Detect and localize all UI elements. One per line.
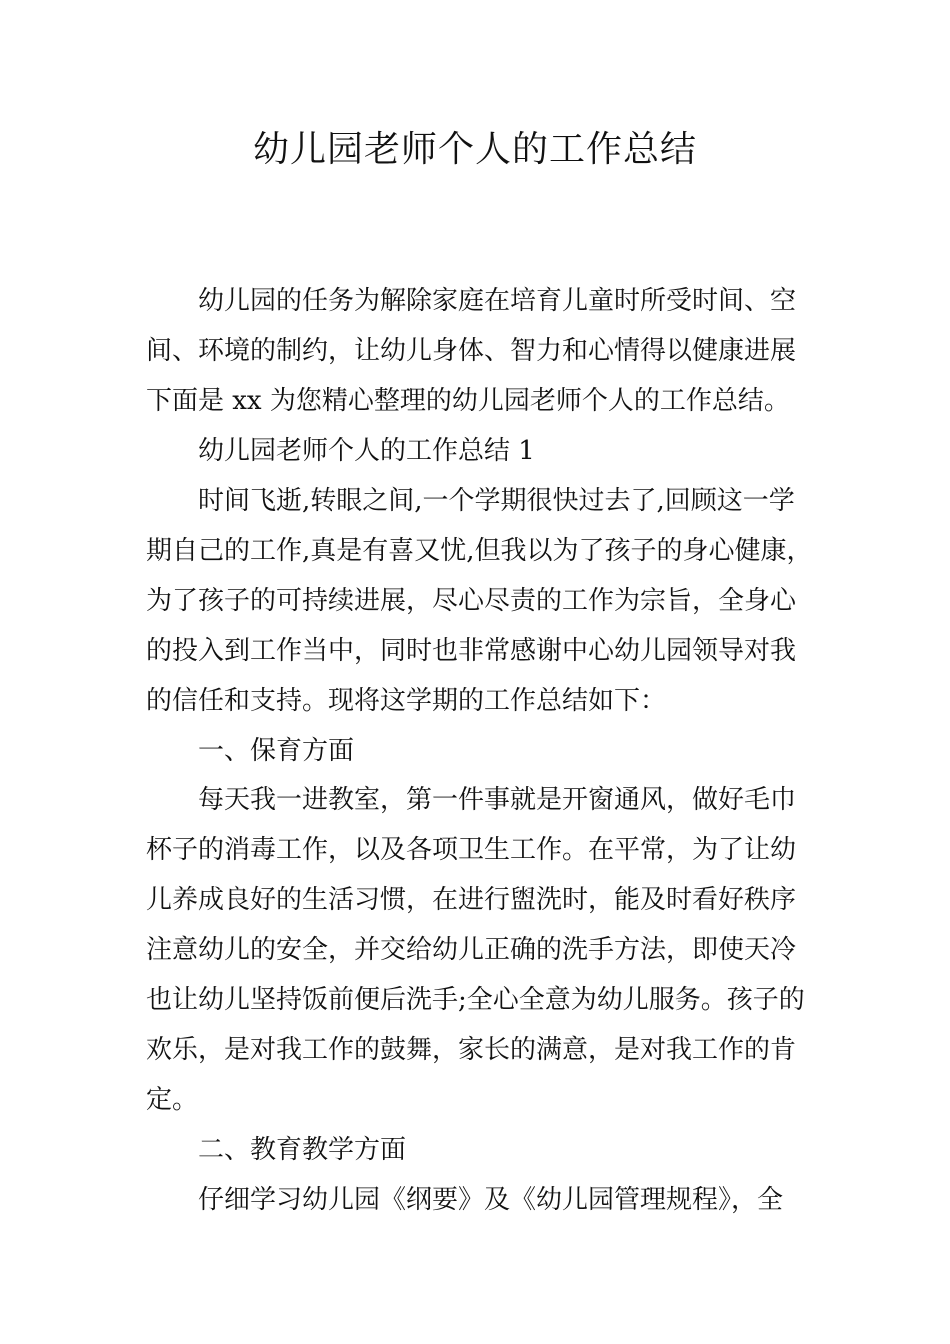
section-heading: 二、教育教学方面	[146, 1135, 407, 1165]
body-line: 杯子的消毒工作，以及各项卫生工作。在平常，为了让幼	[146, 835, 797, 865]
body-line: 的信任和支持。现将这学期的工作总结如下：	[146, 686, 667, 716]
body-line: 幼儿园的任务为解除家庭在培育儿童时所受时间、空	[146, 286, 797, 316]
body-line: 的投入到工作当中，同时也非常感谢中心幼儿园领导对我	[146, 636, 797, 666]
body-line: 下面是 xx 为您精心整理的幼儿园老师个人的工作总结。	[146, 386, 790, 416]
body-line: 时间飞逝,转眼之间,一个学期很快过去了,回顾这一学	[146, 486, 795, 516]
body-line: 期自己的工作,真是有喜又忧,但我以为了孩子的身心健康，	[146, 536, 813, 566]
body-line: 为了孩子的可持续进展，尽心尽责的工作为宗旨，全身心	[146, 586, 797, 616]
body-line: 欢乐，是对我工作的鼓舞，家长的满意，是对我工作的肯	[146, 1035, 797, 1065]
body-line: 间、环境的制约，让幼儿身体、智力和心情得以健康进展	[146, 336, 797, 366]
body-line: 定。	[146, 1085, 199, 1115]
body-line: 注意幼儿的安全，并交给幼儿正确的洗手方法，即使天冷	[146, 935, 797, 965]
section-heading: 一、保育方面	[146, 736, 355, 766]
body-line: 儿养成良好的生活习惯，在进行盥洗时，能及时看好秩序	[146, 885, 797, 915]
body-line: 每天我一进教室，第一件事就是开窗通风，做好毛巾	[146, 785, 797, 815]
page-title: 幼儿园老师个人的工作总结	[252, 129, 697, 170]
body-line: 也让幼儿坚持饭前便后洗手;全心全意为幼儿服务。孩子的	[146, 985, 805, 1015]
section-heading: 幼儿园老师个人的工作总结 1	[146, 436, 535, 466]
body-line: 仔细学习幼儿园《纲要》及《幼儿园管理规程》，全	[146, 1185, 784, 1215]
